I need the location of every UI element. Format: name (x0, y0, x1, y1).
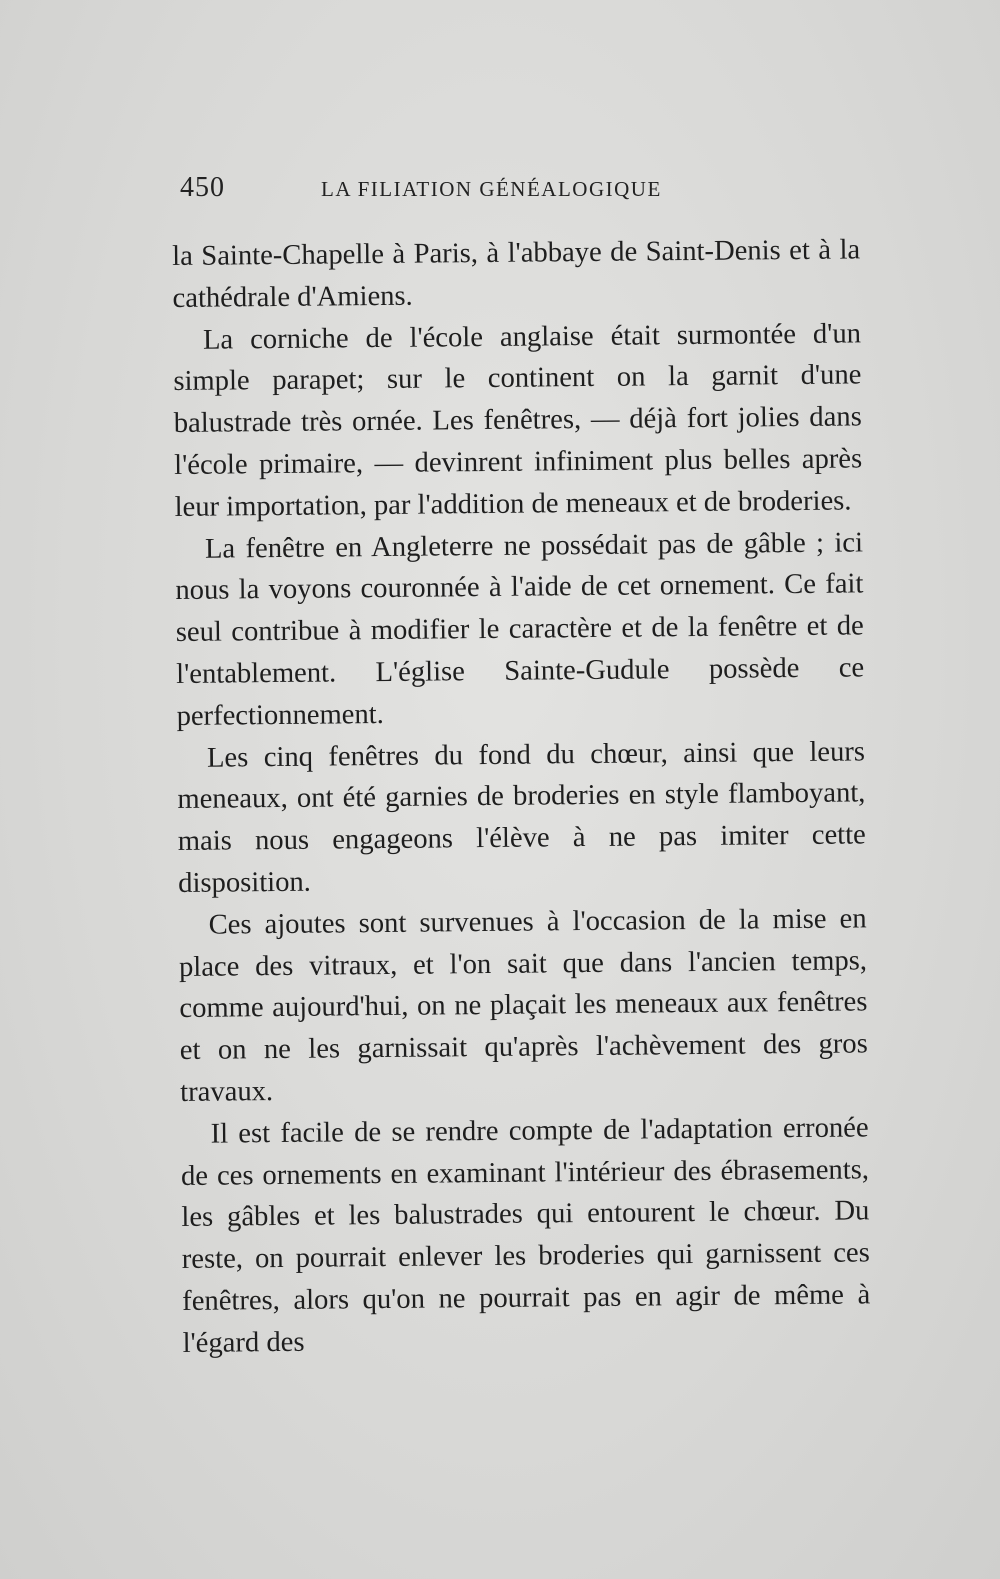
paragraph: Ces ajoutes sont survenues à l'occasion de la mise en place des vitraux, et l'on sait que dans l'ancien temps, comme aujourd'hui, on ne plaçait les meneaux aux fenêtres et on ne les garnissait qu'après l'achèvement des gros travaux. (178, 903, 868, 1108)
running-header (180, 172, 860, 206)
paragraph: La fenêtre en Angleterre ne possédait pas de gâble ; ici nous la voyons couronnée à l'aide de cet ornement. Ce fait seul contribue à modifier le caractère et de la fenêtre et de l'entablement. L'église Sainte-Gudule possède ce perfectionnement. (175, 526, 865, 732)
page-number: 450 (180, 172, 225, 203)
paragraph: La corniche de l'école anglaise était surmontée d'un simple parapet; sur le continent on la garnit d'une balustrade très ornée. Les fenêtres, — déjà fort jolies dans l'école primaire, — devinrent infiniment plus belles après leur importation, par l'addition de meneaux et de broderies. (173, 317, 863, 523)
paragraph: la Sainte-Chapelle à Paris, à l'abbaye de Saint-Denis et à la cathédrale d'Amiens. (172, 234, 861, 314)
body-text (172, 229, 871, 1364)
paragraph: Il est facile de se rendre compte de l'adaptation erronée de ces ornements en examinant l'intérieur des ébrasements, les gâbles et les balustrades qui entourent le chœur. Du reste, on pourrait enlever les broderies qui garnissent ces fenêtres, alors qu'on ne pourrait pas en agir de même à l'égard des (180, 1112, 871, 1359)
paragraph: Les cinq fenêtres du fond du chœur, ainsi que leurs meneaux, ont été garnies de broderies en style flamboyant, mais nous engageons l'élève à ne pas imiter cette disposition. (177, 735, 866, 899)
running-title: LA FILIATION GÉNÉALOGIQUE (321, 177, 662, 201)
